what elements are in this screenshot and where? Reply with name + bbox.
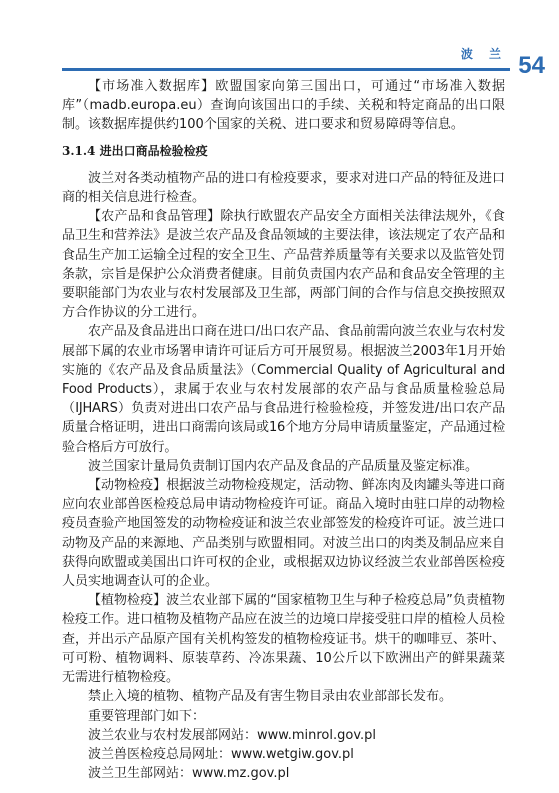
paragraph-plant-quarantine: 【植物检疫】波兰农业部下属的“国家植物卫生与种子检疫总局”负责植物检疫工作。进口植物及植物产品应在波兰的边境口岸接受驻口岸的植检人员检查，并出示产品原产国有关机构签发的植物检疫证书。烘干的咖啡豆、茶叶、可可粉、植物调料、原装草药、冷冻果蔬、10公斤以下欧洲出产的鲜果蔬菜无需进行植物检疫。 (62, 593, 505, 686)
website-health-ministry: 波兰卫生部网站：www.mz.gov.pl (88, 766, 290, 782)
section-heading: 3.1.4 进出口商品检验检疫 (62, 143, 208, 158)
paragraph-market-access-database: 【市场准入数据库】欧盟国家向第三国出口，可通过“市场准入数据库”（madb.europa.eu）查询向该国出口的手续、关税和特定商品的出口限制。该数据库提供约100个国家的关税、进口要求和贸易障碍等信息。 (62, 79, 505, 133)
paragraph-animal-quarantine: 【动物检疫】根据波兰动物检疫规定，活动物、鲜冻肉及肉罐头等进口商应向农业部兽医检疫总局申请动物检疫许可证。商品入境时由驻口岸的动物检疫员查验产地国签发的动物检疫证和波兰农业部签发的检疫许可证。波兰进口动物及产品的来源地、产品类别与欧盟相同。对波兰出口的肉类及制品应来自获得向欧盟或美国出口许可权的企业，或根据双边协议经波兰农业部兽医检疫人员实地调查认可的企业。 (62, 478, 505, 590)
paragraph-metrology-office: 波兰国家计量局负责制订国内农产品及食品的产品质量及鉴定标准。 (88, 458, 479, 474)
page-content (62, 77, 505, 783)
paragraph-quarantine-intro: 波兰对各类动植物产品的进口有检疫要求，要求对进口产品的特征及进口商的相关信息进行检查。 (62, 170, 505, 206)
paragraph-prohibited-list: 禁止入境的植物、植物产品及有害生物目录由农业部部长发布。 (88, 689, 453, 705)
header-title: 波 兰 (460, 47, 507, 61)
page-number: 54 (518, 52, 545, 79)
website-veterinary-inspectorate: 波兰兽医检疫总局网址：www.wetgiw.gov.pl (88, 746, 354, 762)
paragraph-agri-food-management: 【农产品和食品管理】除执行欧盟农产品安全方面相关法律法规外，《食品卫生和营养法》是波兰农产品及食品领域的主要法律，该法规定了农产品和食品生产加工运输全过程的安全卫生、产品营养质量等有关要求以及监管处罚条款，宗旨是保护公众消费者健康。目前负责国内农产品和食品安全管理的主要职能部门为农业与农村发展部及卫生部，两部门间的合作与信息交换按照双方合作协议的分工进行。 (62, 209, 505, 321)
paragraph-departments-intro: 重要管理部门如下： (88, 708, 206, 724)
paragraph-import-export-licence: 农产品及食品进出口商在进口/出口农产品、食品前需向波兰农业与农村发展部下属的农业市场署申请许可证后方可开展贸易。根据波兰2003年1月开始实施的《农产品及食品质量法》（Commercial Quality of Agricultural and Food Products），隶属于农业与农村发展部的农产品与食品质量检验总局（IJHARS）负责对进出口农产品与食品进行检验检疫，并签发进/出口农产品质量合格证明，进出口商需向该局或16个地方分局申请质量鉴定，产品通过检验合格后方可放行。 (62, 324, 505, 455)
website-agriculture-ministry: 波兰农业与农村发展部网站：www.minrol.gov.pl (88, 727, 376, 743)
header-rule (62, 68, 510, 71)
